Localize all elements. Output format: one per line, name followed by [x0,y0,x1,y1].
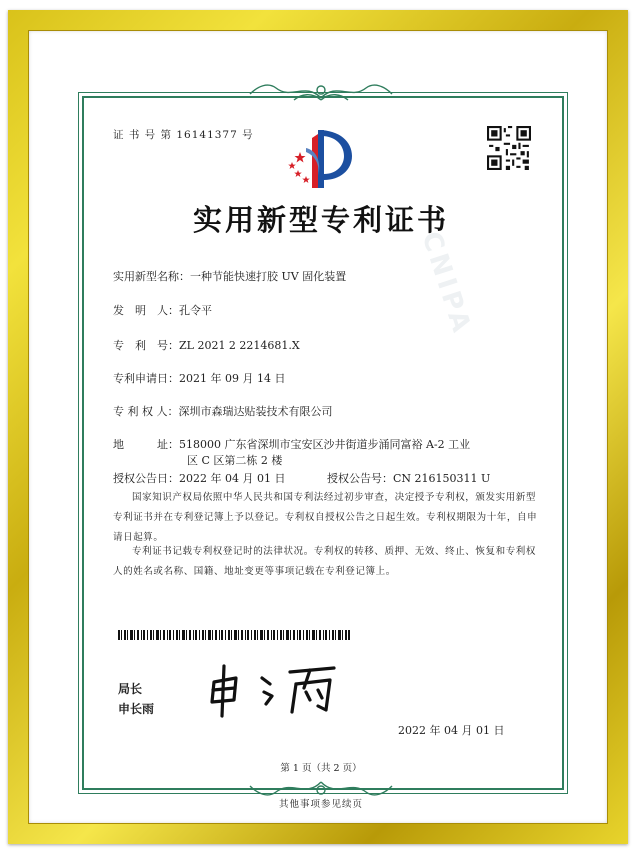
row-announcement-number [327,470,490,486]
paragraph-grant: 国家知识产权局依照中华人民共和国专利法经过初步审查，决定授予专利权，颁发实用新型专利证书并在专利登记簿上予以登记。专利权自授权公告之日起生效。专利权期限为十年，自申请日起算。 [113,492,538,543]
utility-name-label: 实用新型名称： [113,270,190,283]
certificate-number: 证 书 号 第 16141377 号 [113,129,254,141]
patentee-value: 深圳市森瑞达贴装技术有限公司 [178,405,333,418]
announcement-date-label: 授权公告日： [113,472,179,485]
barcode [118,630,350,640]
watermark-text: CNIPA [415,228,478,340]
qr-code [487,126,531,170]
patent-number-label: 专 利 号： [113,339,179,352]
row-filing-date [113,370,285,386]
address-value-line2: 区 C 区第二栋 2 楼 [187,454,283,467]
utility-name-value: 一种节能快速打胶 UV 固化装置 [190,270,347,283]
paragraph-legal-status: 专利证书记载专利权登记时的法律状况。专利权的转移、质押、无效、终止、恢复和专利权人的姓名或名称、国籍、地址变更等事项记载在专利登记簿上。 [113,546,537,577]
announcement-date-value: 2022 年 04 月 01 日 [179,472,286,485]
certificate-title: 实用新型专利证书 [192,203,449,237]
signature-name: 申长雨 [118,702,155,716]
address-label: 地 址： [113,438,179,451]
page-number: 第 1 页（共 2 页） [280,763,362,774]
patent-number-value: ZL 2021 2 2214681.X [179,339,300,352]
row-patent-number [113,337,300,353]
address-value-line1: 518000 广东省深圳市宝安区沙井街道步涌同富裕 A-2 工业 [179,438,471,451]
patentee-label: 专 利 权 人： [113,405,179,418]
row-address [113,436,470,452]
row-patentee [113,403,333,419]
issue-date: 2022 年 04 月 01 日 [398,724,505,737]
row-inventor [113,302,212,318]
signature-title: 局长 [118,682,143,696]
inventor-label: 发 明 人： [113,304,179,317]
row-utility-name [113,268,346,284]
filing-date-label: 专利申请日： [113,372,179,385]
announcement-number-label: 授权公告号： [327,472,393,485]
announcement-number-value: CN 216150311 U [393,472,491,485]
cnipa-logo [278,126,364,192]
footer-note: 其他事项参见续页 [278,799,363,810]
top-ornament [246,78,396,104]
row-announcement-date [113,470,285,486]
filing-date-value: 2021 年 09 月 14 日 [179,372,286,385]
inventor-value: 孔令平 [179,304,212,317]
handwritten-signature [206,660,342,718]
row-address-line2 [187,452,282,468]
